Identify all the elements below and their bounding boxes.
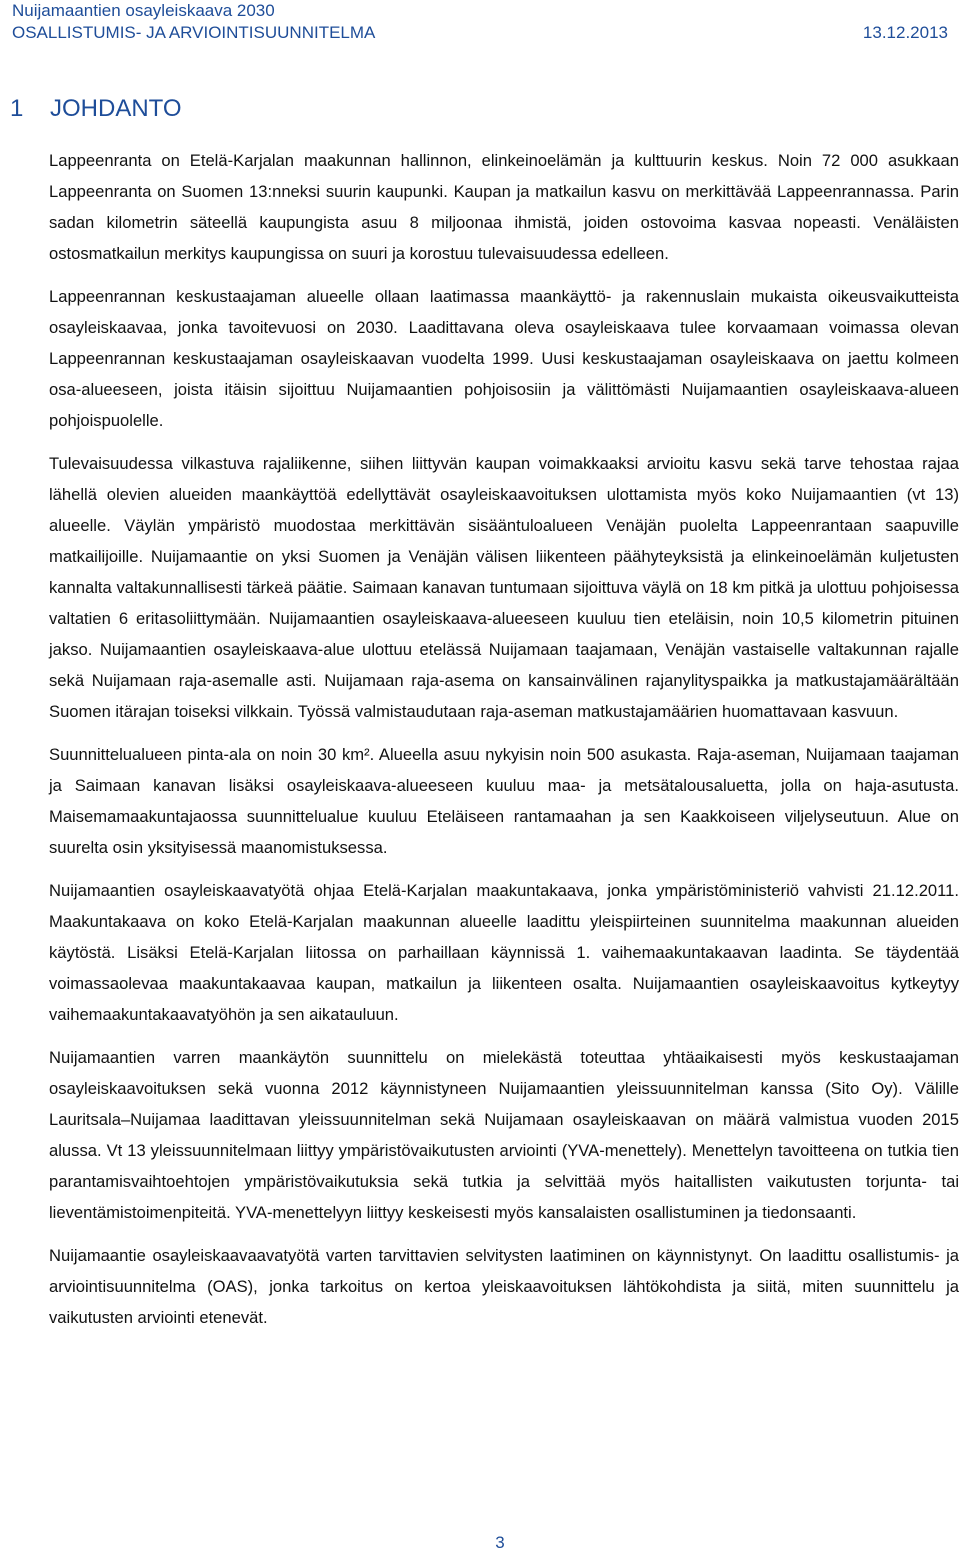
section-number: 1 — [10, 95, 24, 122]
document-subtitle: OSALLISTUMIS- JA ARVIOINTISUUNNITELMA — [12, 23, 376, 42]
paragraph-5: Nuijamaantien osayleiskaavatyötä ohjaa Etelä-Karjalan maakuntakaava, jonka ympäristöministeriö vahvisti 21.12.2011. Maakuntakaava on koko Etelä-Karjalan maakunnan alueelle laadittu yleispiirteinen suunnitelma maakunnan alueiden käytöstä. Lisäksi Etelä-Karjalan liitossa on parhaillaan käynnissä 1. vaihemaakuntakaavan laadinta. Se täydentää voimassaolevaa maakuntakaavaa kaupan, matkailun ja liikenteen osalta. Nuijamaantien osayleiskaavoitus kytkeytyy vaihemaakuntakaavatyöhön ja sen aikatauluun. — [49, 881, 959, 1024]
document-date: 13.12.2013 — [862, 23, 948, 42]
body-text — [49, 145, 959, 1345]
document-title: Nuijamaantien osayleiskaava 2030 — [12, 1, 275, 20]
section-title: JOHDANTO — [50, 95, 182, 122]
paragraph-7: Nuijamaantie osayleiskaavaavatyötä varten tarvittavien selvitysten laatiminen on käynnistynyt. On laadittu osallistumis- ja arviointisuunnitelma (OAS), jonka tarkoitus on kertoa yleiskaavoituksen lähtökohdista ja siitä, miten suunnittelu ja vaikutusten arviointi etenevät. — [49, 1246, 959, 1327]
page-number: 3 — [495, 1533, 505, 1552]
page-header — [12, 0, 948, 44]
paragraph-1: Lappeenranta on Etelä-Karjalan maakunnan hallinnon, elinkeinoelämän ja kulttuurin keskus. Noin 72 000 asukkaan Lappeenranta on Suomen 13:nneksi suurin kaupunki. Kaupan ja matkailun kasvu on merkittävää Lappeenrannassa. Parin sadan kilometrin säteellä kaupungista asuu 8 miljoonaa ihmistä, joiden ostovoima kasvaa nopeasti. Venäläisten ostosmatkailun merkitys kaupungissa on suuri ja korostuu tulevaisuudessa edelleen. — [49, 151, 959, 263]
paragraph-3: Tulevaisuudessa vilkastuva rajaliikenne, siihen liittyvän kaupan voimakkaaksi arvioitu kasvu sekä tarve tehostaa rajaa lähellä olevien alueiden maankäyttöä edellyttävät osayleiskaavoituksen ulottamista myös koko Nuijamaantien (vt 13) alueelle. Väylän ympäristö muodostaa merkittävän sisääntuloalueen Venäjän puolelta Lappeenrantaan saapuville matkailijoille. Nuijamaantie on yksi Suomen ja Venäjän välisen liikenteen päähyteyksistä ja elinkeinoelämän kuljetusten kannalta valtakunnallisesti tärkeä päätie. Saimaan kanavan tuntumaan sijoittuva väylä on 18 km pitkä ja ulottuu pohjoisessa valtatien 6 eritasoliittymään. Nuijamaantien osayleiskaava-alueeseen kuuluu tien eteläisin, noin 10,5 kilometrin pituinen jakso. Nuijamaantien osayleiskaava-alue ulottuu etelässä Nuijamaan taajamaan, Venäjän vastaiselle valtakunnan rajalle sekä Nuijamaan raja-asemalle asti. Nuijamaan raja-asema on kansainvälinen rajanylityspaikka ja matkustajamäärältään Suomen itärajan toiseksi vilkkain. Työssä valmistaudutaan raja-aseman matkustajamäärien huomattavaan kasvuun. — [49, 454, 959, 721]
paragraph-2: Lappeenrannan keskustaajaman alueelle ollaan laatimassa maankäyttö- ja rakennuslain mukaista oikeusvaikutteista osayleiskaavaa, jonka tavoitevuosi on 2030. Laadittavana oleva osayleiskaava tulee korvaamaan voimassa olevan Lappeenrannan keskustaajaman osayleiskaavan vuodelta 1999. Uusi keskustaajaman osayleiskaava on jaettu kolmeen osa-alueeseen, joista itäisin sijoittuu Nuijamaantien pohjoisosiin ja välittömästi Nuijamaantien osayleiskaava-alueen pohjoispuolelle. — [49, 287, 959, 430]
section-heading — [10, 95, 182, 123]
paragraph-6: Nuijamaantien varren maankäytön suunnittelu on mielekästä toteuttaa yhtäaikaisesti myös keskustaajaman osayleiskaavoituksen sekä vuonna 2012 käynnistyneen Nuijamaantien yleissuunnitelman kanssa (Sito Oy). Välille Lauritsala–Nuijamaa laadittavan yleissuunnitelman sekä Nuijamaan osayleiskaavan on määrä valmistua vuoden 2015 alussa. Vt 13 yleissuunnitelmaan liittyy ympäristövaikutusten arviointi (YVA-menettely). Menettelyn tavoitteena on tutkia tien parantamisvaihtoehtojen ympäristövaikutuksia sekä tutkia ja selvittää myös haitallisten vaikutusten torjunta- tai lieventämistoimenpiteitä. YVA-menettelyyn liittyy keskeisesti myös kansalaisten osallistuminen ja tiedonsaanti. — [49, 1048, 959, 1222]
paragraph-4: Suunnittelualueen pinta-ala on noin 30 km². Alueella asuu nykyisin noin 500 asukasta. Raja-aseman, Nuijamaan taajaman ja Saimaan kanavan lisäksi osayleiskaava-alueeseen kuuluu maa- ja metsätalousaluetta, jolla on haja-asutusta. Maisemamaakuntajaossa suunnittelualue kuuluu Eteläiseen rantamaahan ja sen Kaakkoiseen viljelyseutuun. Alue on suurelta osin yksityisessä maanomistuksessa. — [49, 745, 959, 857]
